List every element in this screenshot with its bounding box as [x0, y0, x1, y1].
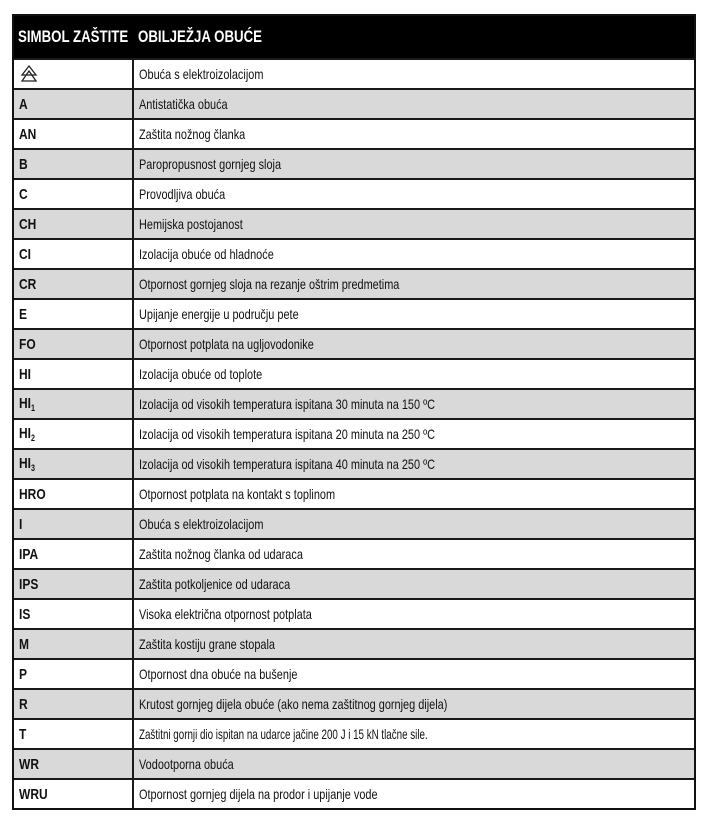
symbol-text: CH [19, 215, 37, 233]
symbol-text: A [19, 95, 28, 113]
description-text: Zaštita kostiju grane stopala [139, 636, 275, 652]
symbol-cell [14, 300, 134, 328]
symbol-cell [14, 720, 134, 748]
table-row [14, 748, 694, 778]
description-text: Upijanje energije u području pete [139, 306, 299, 322]
table-row [14, 358, 694, 388]
symbol-cell [14, 180, 134, 208]
symbol-text: B [19, 155, 28, 173]
protection-symbols-table [12, 14, 696, 810]
symbol-text: AN [19, 125, 37, 143]
table-body [14, 58, 694, 808]
symbol-code [19, 786, 48, 803]
symbol-cell [14, 90, 134, 118]
table-row [14, 88, 694, 118]
symbol-code [19, 96, 28, 113]
description-text: Paropropusnost gornjeg sloja [139, 156, 282, 172]
table-row [14, 568, 694, 598]
symbol-code [19, 486, 46, 503]
symbol-subscript: 1 [31, 403, 36, 413]
description-cell [134, 210, 694, 238]
symbol-text: HI [19, 365, 31, 383]
symbol-code [19, 336, 36, 353]
table-row [14, 658, 694, 688]
symbol-cell [14, 390, 134, 418]
description-cell [134, 540, 694, 568]
symbol-code [19, 576, 38, 593]
description-cell [134, 480, 694, 508]
table-row [14, 778, 694, 808]
symbol-text: HI [19, 425, 31, 442]
description-cell [134, 510, 694, 538]
symbol-text: T [19, 725, 27, 743]
symbol-code [19, 455, 35, 473]
symbol-cell [14, 210, 134, 238]
symbol-cell [14, 570, 134, 598]
symbol-code [19, 246, 31, 263]
description-text: Krutost gornjeg dijela obuće (ako nema zaštitnog gornjeg dijela) [139, 696, 448, 712]
table-row [14, 58, 694, 88]
table-row [14, 418, 694, 448]
symbol-cell [14, 540, 134, 568]
description-cell [134, 180, 694, 208]
symbol-code [19, 276, 36, 293]
description-cell [134, 600, 694, 628]
description-text: Obuća s elektroizolacijom [139, 66, 264, 82]
header-cell-symbol [14, 27, 134, 47]
symbol-cell [14, 330, 134, 358]
description-cell [134, 450, 694, 478]
description-text: Hemijska postojanost [139, 216, 243, 232]
symbol-code [19, 156, 28, 173]
description-cell [134, 360, 694, 388]
symbol-cell [14, 600, 134, 628]
symbol-text: HI [19, 395, 31, 412]
symbol-code [19, 606, 30, 623]
symbol-code [19, 756, 39, 773]
description-cell [134, 240, 694, 268]
description-text: Zaštita nožnog članka [139, 126, 246, 142]
symbol-code [19, 216, 36, 233]
description-text: Izolacija obuće od hladnoće [139, 246, 274, 262]
symbol-code [19, 126, 36, 143]
description-cell [134, 330, 694, 358]
description-cell [134, 300, 694, 328]
symbol-text: M [19, 635, 29, 653]
description-text: Otpornost dna obuće na bušenje [139, 666, 298, 682]
table-row [14, 598, 694, 628]
symbol-text: E [19, 305, 28, 323]
table-row [14, 448, 694, 478]
symbol-code [19, 366, 31, 383]
header-symbol-label: SIMBOL ZAŠTITE [18, 27, 129, 46]
symbol-code [19, 306, 27, 323]
symbol-text: IS [19, 605, 31, 623]
description-text: Zaštita nožnog članka od udaraca [139, 546, 303, 562]
symbol-code [19, 666, 27, 683]
description-cell [134, 780, 694, 808]
description-text: Izolacija obuće od toplote [139, 366, 263, 382]
symbol-cell [14, 270, 134, 298]
symbol-code [19, 516, 22, 533]
description-cell [134, 750, 694, 778]
table-row [14, 328, 694, 358]
description-text: Otpornost potplata na kontakt s toplinom [139, 486, 336, 502]
symbol-text: WRU [19, 785, 48, 803]
symbol-code [19, 726, 26, 743]
symbol-cell [14, 420, 134, 448]
description-cell [134, 570, 694, 598]
description-cell [134, 120, 694, 148]
symbol-cell [14, 750, 134, 778]
table-row [14, 148, 694, 178]
description-cell [134, 690, 694, 718]
symbol-text: P [19, 665, 28, 683]
table-row [14, 628, 694, 658]
header-description-label: OBILJEŽJA OBUĆE [138, 27, 263, 46]
symbol-text: IPA [19, 545, 39, 563]
description-text: Zaštitni gornji dio ispitan na udarce jačine 200 J i 15 kN tlačne sile. [139, 726, 428, 742]
description-text: Izolacija od visokih temperatura ispitana 30 minuta na 150 ºC [139, 396, 435, 412]
description-text: Izolacija od visokih temperatura ispitana 20 minuta na 250 ºC [139, 426, 435, 442]
description-text: Zaštita potkoljenice od udaraca [139, 576, 291, 592]
symbol-text: CR [19, 275, 37, 293]
table-row [14, 478, 694, 508]
symbol-text: R [19, 695, 28, 713]
table-row [14, 178, 694, 208]
symbol-text: IPS [19, 575, 39, 593]
symbol-cell [14, 630, 134, 658]
symbol-cell [14, 660, 134, 688]
table-row [14, 718, 694, 748]
symbol-code [19, 395, 35, 413]
table-row [14, 688, 694, 718]
description-text: Vodootporna obuća [139, 756, 234, 772]
description-text: Obuća s elektroizolacijom [139, 516, 264, 532]
symbol-cell [14, 780, 134, 808]
table-row [14, 538, 694, 568]
symbol-text: I [19, 515, 23, 533]
description-text: Provodljiva obuća [139, 186, 226, 202]
symbol-text: HI [19, 455, 31, 472]
table-row [14, 238, 694, 268]
symbol-subscript: 3 [31, 463, 36, 473]
table-header [14, 16, 694, 58]
symbol-cell [14, 150, 134, 178]
symbol-cell [14, 510, 134, 538]
symbol-code [19, 425, 35, 443]
symbol-text: FO [19, 335, 36, 353]
description-cell [134, 150, 694, 178]
table-row [14, 298, 694, 328]
description-cell [134, 390, 694, 418]
symbol-code [19, 696, 28, 713]
header-cell-description [134, 27, 694, 47]
symbol-text: WR [19, 755, 39, 773]
symbol-text: C [19, 185, 28, 203]
description-cell [134, 720, 694, 748]
symbol-cell [14, 480, 134, 508]
table-row [14, 118, 694, 148]
double-triangle-icon [19, 64, 39, 84]
description-cell [134, 420, 694, 448]
symbol-cell [14, 690, 134, 718]
symbol-cell [14, 120, 134, 148]
description-text: Antistatička obuća [139, 96, 228, 112]
description-text: Otpornost gornjeg dijela na prodor i upijanje vode [139, 786, 378, 802]
table-row [14, 388, 694, 418]
description-cell [134, 630, 694, 658]
description-text: Otpornost gornjeg sloja na rezanje oštrim predmetima [139, 276, 400, 292]
description-cell [134, 660, 694, 688]
description-text: Izolacija od visokih temperatura ispitana 40 minuta na 250 ºC [139, 456, 435, 472]
description-cell [134, 270, 694, 298]
symbol-cell [14, 450, 134, 478]
symbol-cell [14, 360, 134, 388]
symbol-text: CI [19, 245, 31, 263]
symbol-subscript: 2 [31, 433, 36, 443]
symbol-code [19, 636, 29, 653]
table-row [14, 208, 694, 238]
table-row [14, 268, 694, 298]
symbol-cell [14, 240, 134, 268]
symbol-code [19, 186, 28, 203]
description-text: Otpornost potplata na ugljovodonike [139, 336, 314, 352]
symbol-code [19, 546, 38, 563]
description-text: Visoka električna otpornost potplata [139, 606, 312, 622]
symbol-text: HRO [19, 485, 46, 503]
description-cell [134, 90, 694, 118]
table-row [14, 508, 694, 538]
description-cell [134, 60, 694, 88]
symbol-cell [14, 60, 134, 88]
